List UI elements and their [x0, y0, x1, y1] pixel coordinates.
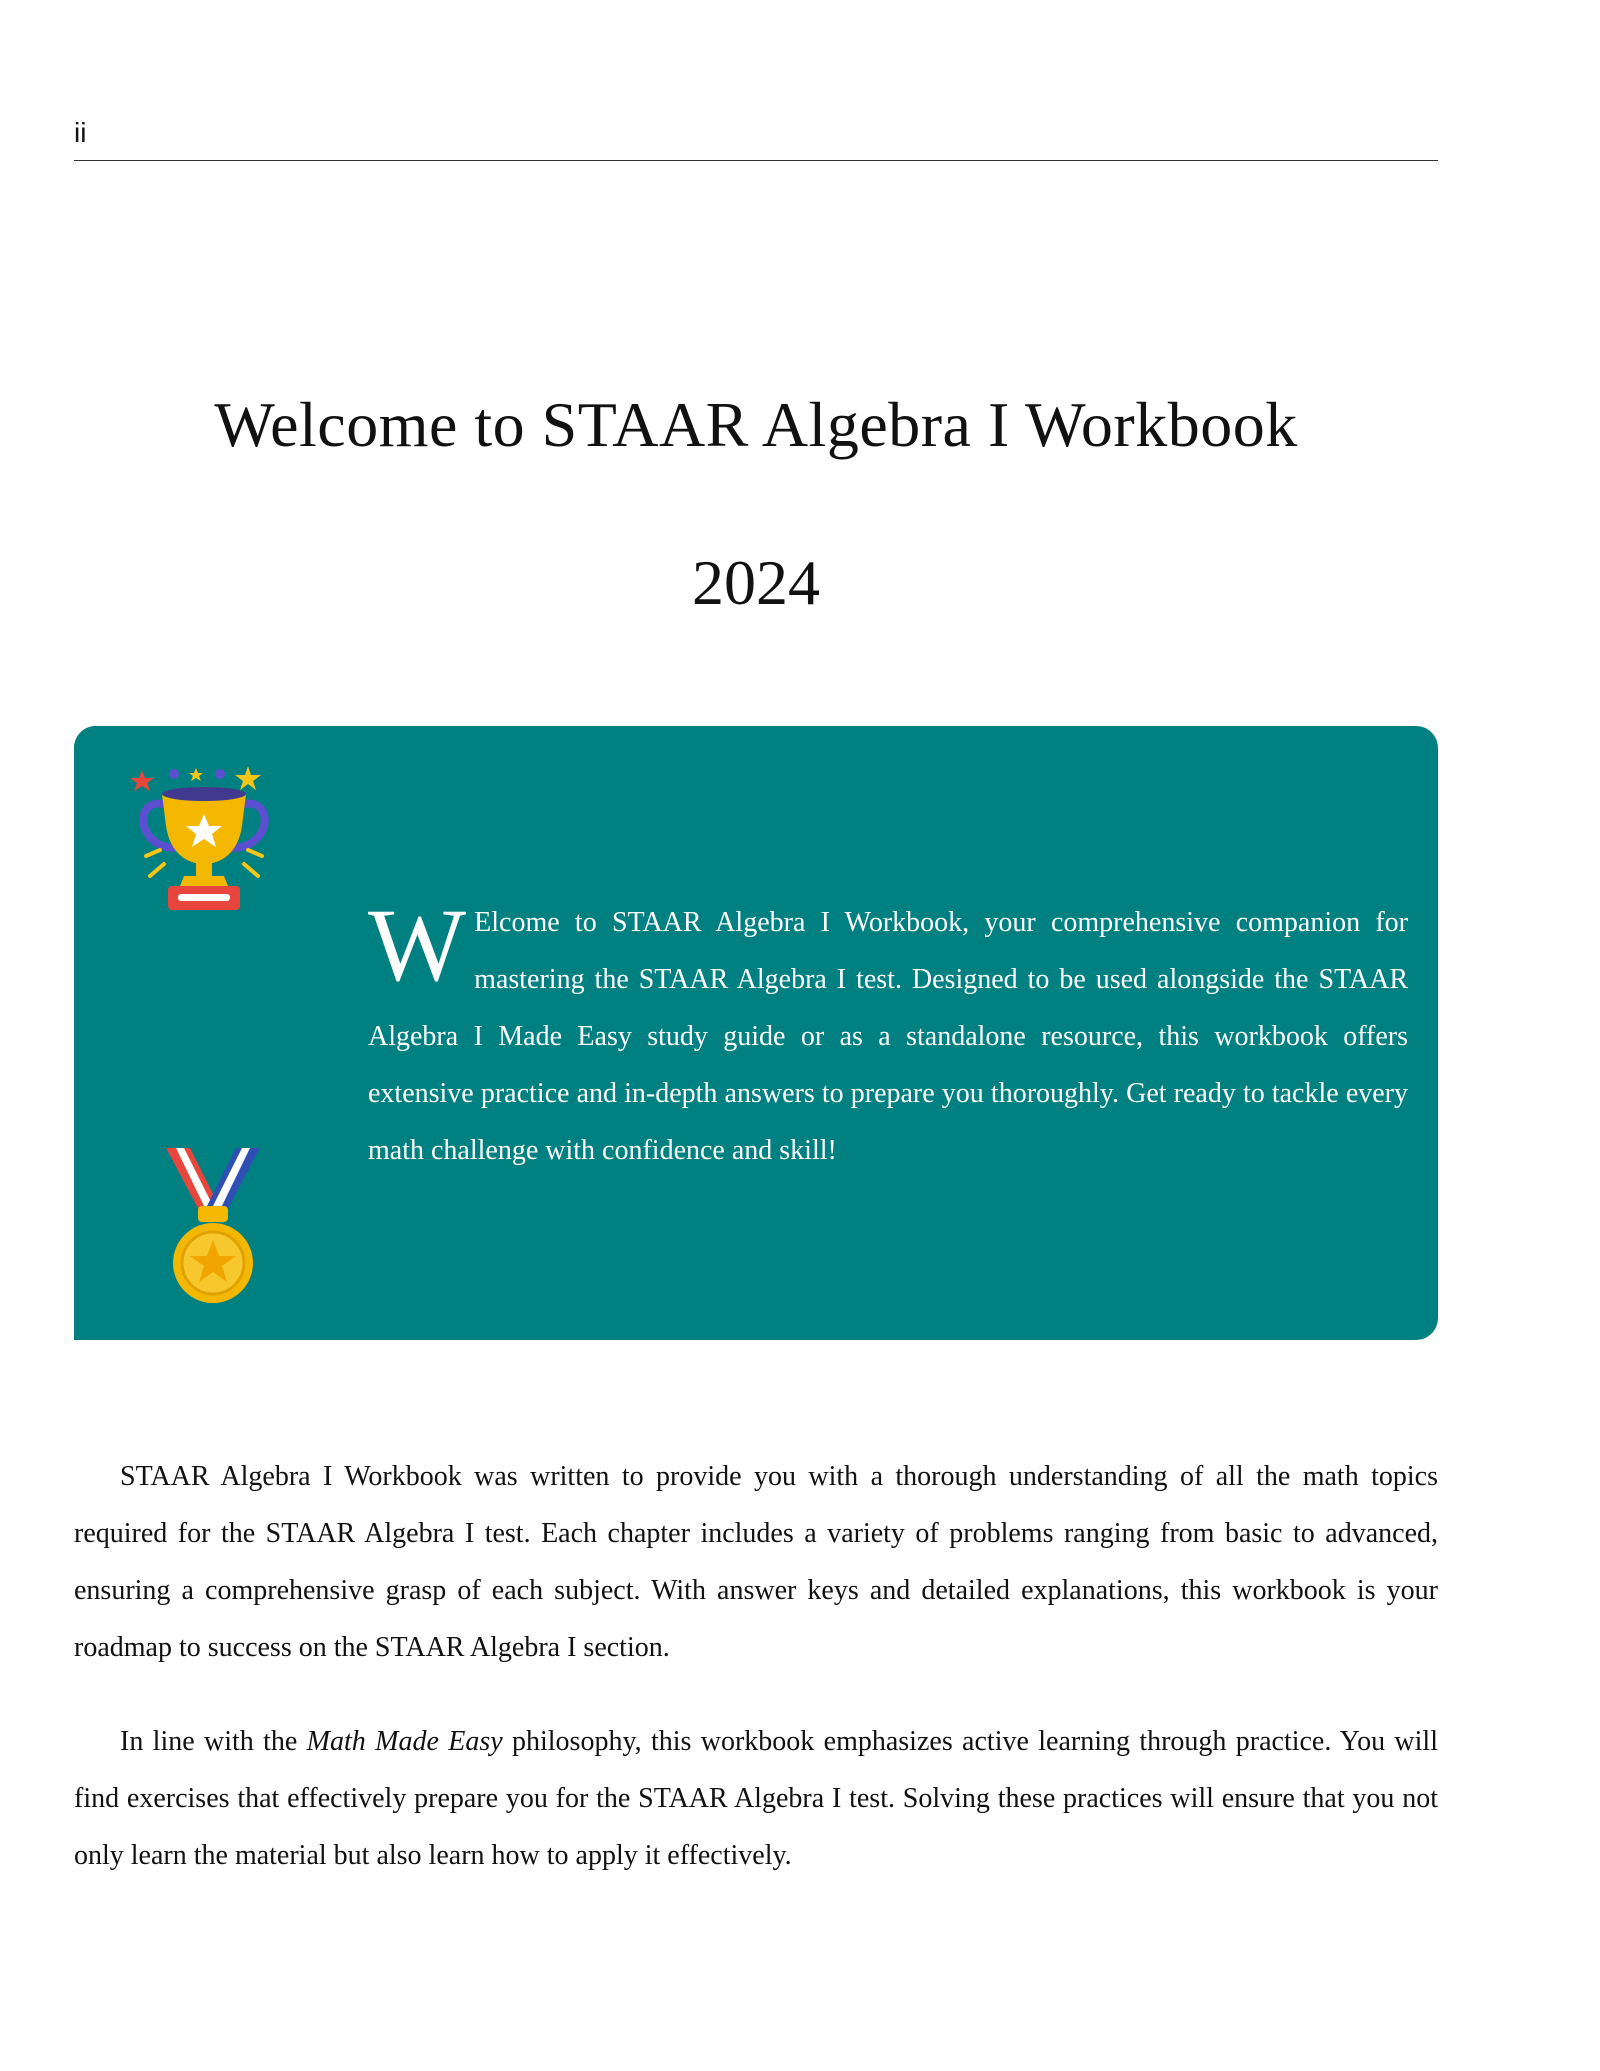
body-paragraph-2 [74, 1713, 1438, 1884]
paragraph2-emphasis: Math Made Easy [306, 1726, 503, 1757]
body-paragraph-1: STAAR Algebra I Workbook was written to provide you with a thorough understanding of all the math topics required for the STAAR Algebra I test. Each chapter includes a variety of problems ranging from basic to advanced, ensuring a comprehensive grasp of each subject. With answer keys and detailed explanations, this workbook is your roadmap to success on the STAAR Algebra I section. [74, 1461, 1438, 1663]
paragraph2-rest: philosophy, this workbook emphasizes active learning through practice. You will find exercises that effectively prepare you for the STAAR Algebra I test. Solving these practices will ensure that you not only learn the material but also learn how to apply it effectively. [74, 1726, 1438, 1871]
page-subtitle-year: 2024 [692, 547, 820, 618]
paragraph2-intro: In line with the [120, 1726, 307, 1757]
welcome-intro-text [368, 888, 1408, 1179]
welcome-intro-body: Elcome to STAAR Algebra I Workbook, your comprehensive companion for mastering the STAAR Algebra I test. Designed to be used alongside the STAAR Algebra I Made Easy study guide or as a standalone resource, this workbook offers extensive practice and in-depth answers to prepare you thoroughly. Get ready to tackle every math challenge with confidence and skill! [368, 907, 1408, 1166]
header-rule [74, 160, 1438, 161]
page-number: ii [74, 117, 87, 148]
dropcap-letter: W [368, 888, 467, 1003]
trophy-icon [124, 756, 284, 916]
welcome-box [74, 726, 1438, 1340]
medal-icon [158, 1146, 268, 1306]
page-title: Welcome to STAAR Algebra I Workbook [214, 389, 1298, 460]
